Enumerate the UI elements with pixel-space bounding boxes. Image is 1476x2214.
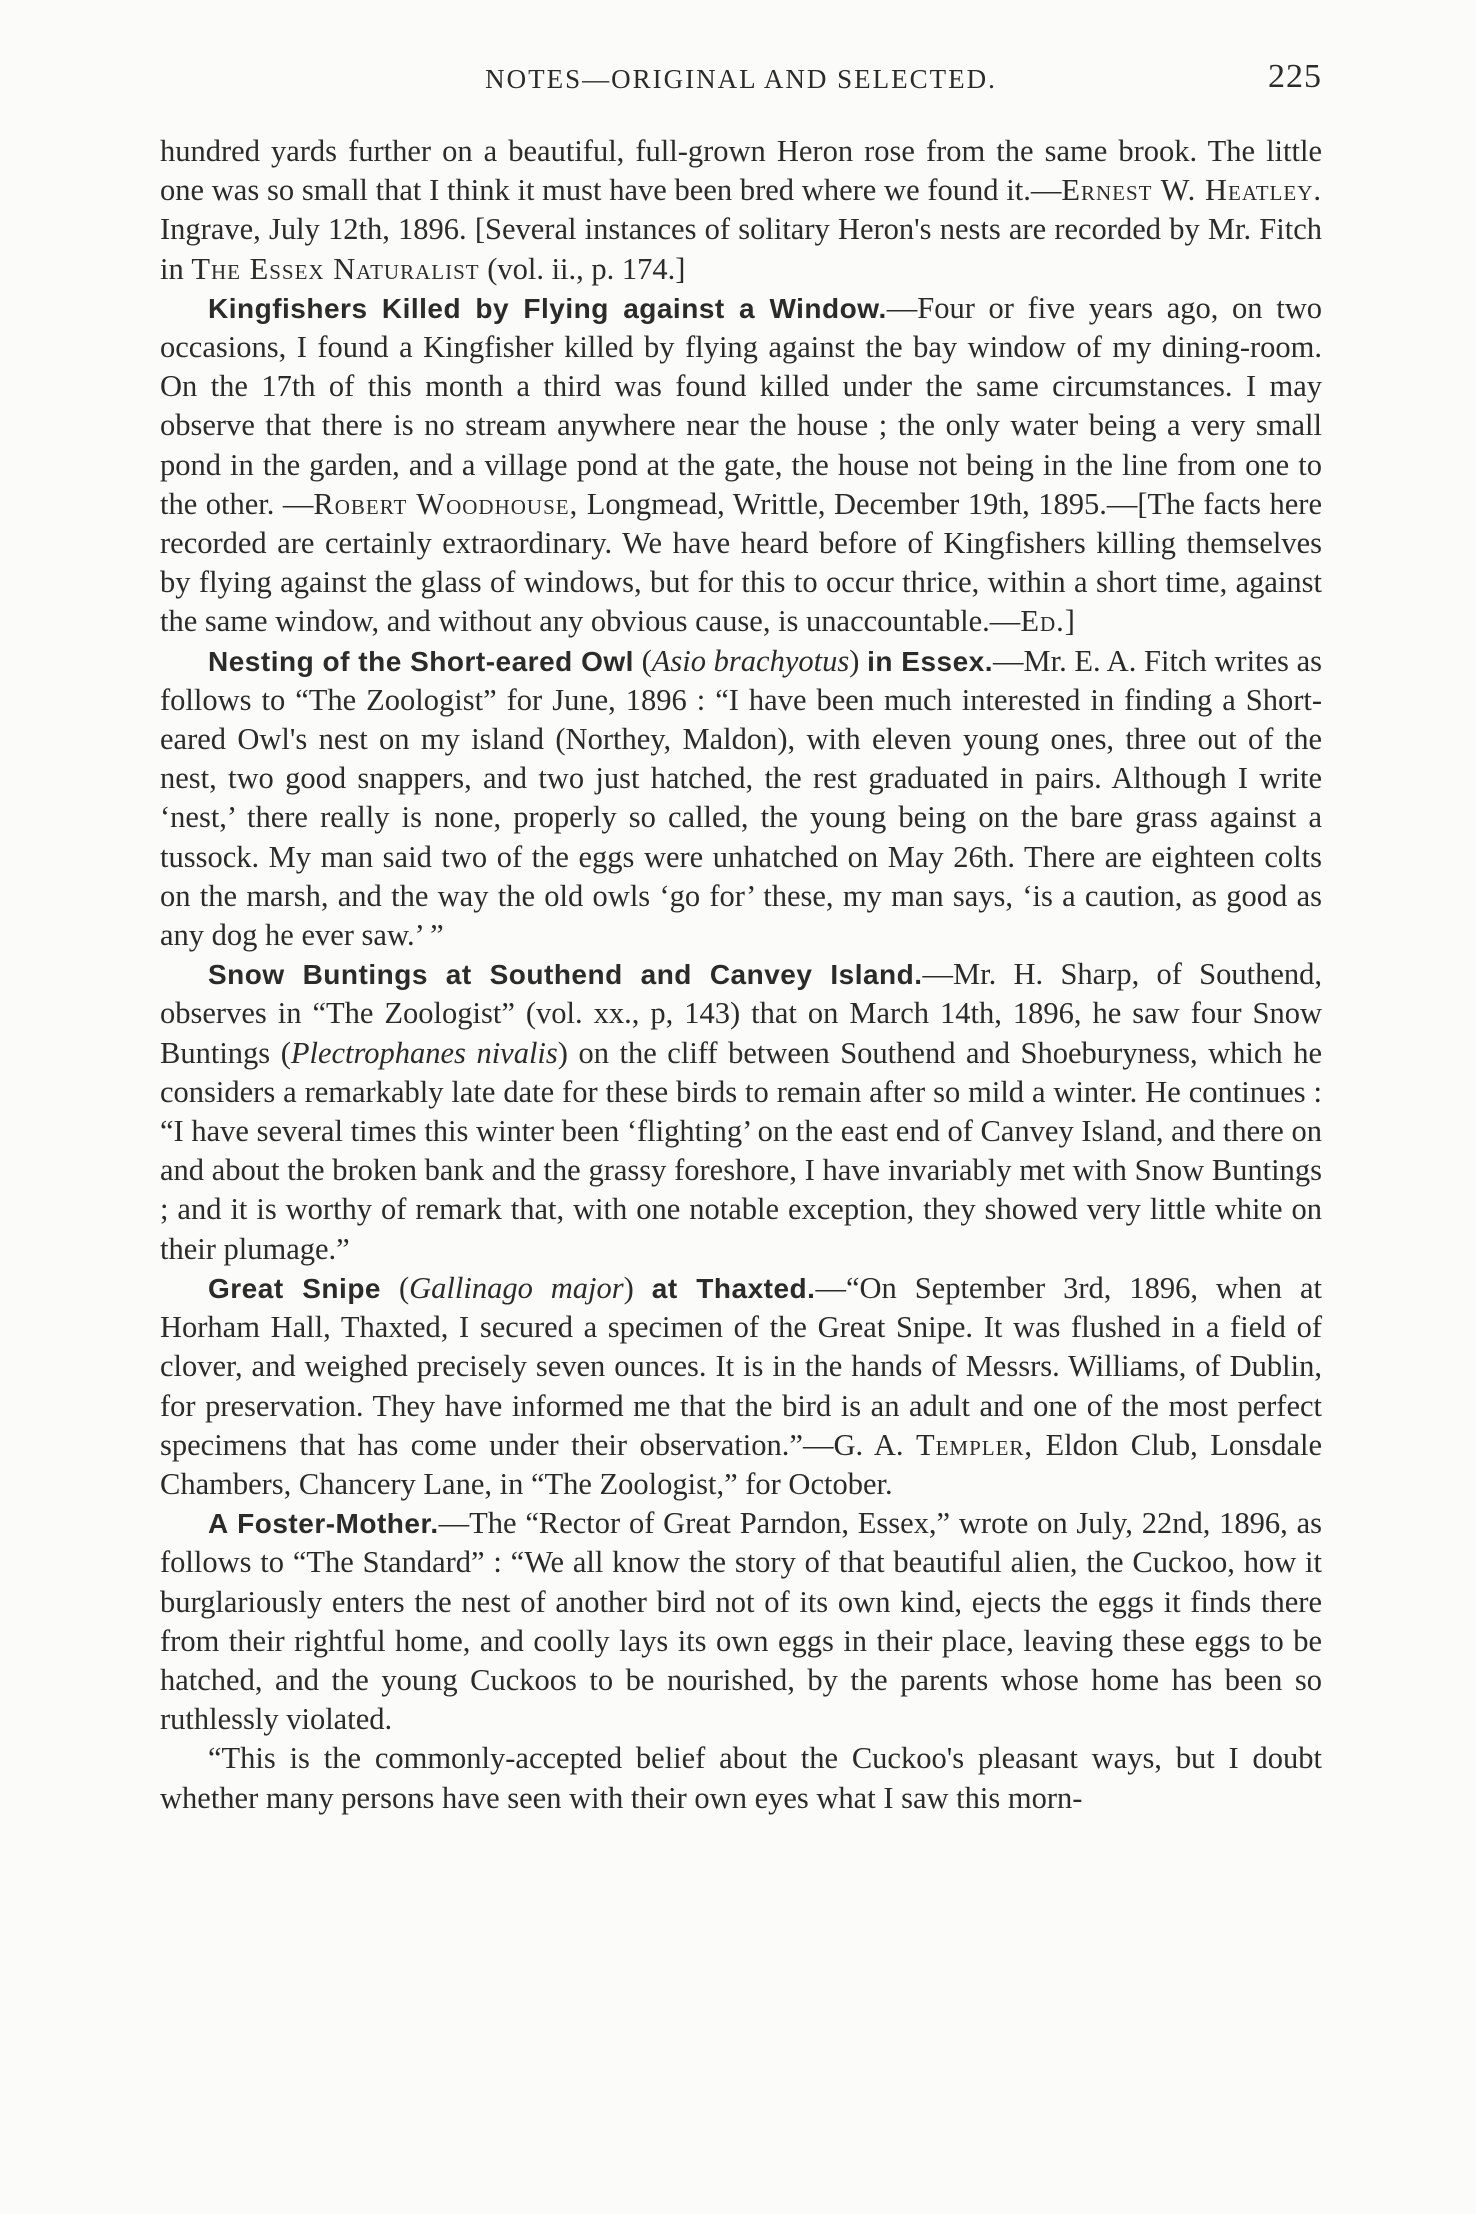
author-name: Templer, <box>915 1427 1034 1462</box>
section-heading: in Essex. <box>867 645 994 677</box>
text-run: —Mr. H. Sharp, of Southend, observes in “The Zoologist” (vol. xx., p, 143) that on March 14th, 1896, he saw four Snow Buntings <box>160 957 1322 1070</box>
text-run: —“On September 3rd, 1896, when at Horham Hall, Thaxted, I secured a specimen of the Great Snipe. It was flushed in a field of clover, and weighed precisely seven ounces. It is in the hands of Messrs. Williams, of Dublin, for preservation. They have informed me that the bird is an adult and one of the most perfect specimens that has come under their observation.”—G. A. <box>160 1270 1322 1462</box>
section-heading: Great Snipe <box>208 1272 381 1304</box>
text-run: (vol. ii., p. 174.] <box>479 251 686 286</box>
paragraph-kingfishers <box>160 289 1322 642</box>
text-run: ] <box>1064 604 1075 639</box>
journal-name: The Essex Naturalist <box>191 251 480 286</box>
running-header <box>160 58 1322 108</box>
header-title: NOTES—ORIGINAL AND SELECTED. <box>485 64 997 94</box>
text-run: on the cliff between Southend and Shoeburyness, which he considers a remarkably late date for these birds to remain after so mild a winter. He continues : “I have several times this winter been ‘flighting’ on the east end of Canvey Island, and there on and about the broken bank and the grassy foreshore, I have invariably met with Snow Buntings ; and it is worthy of remark that, with one notable exception, they showed very little white on their plumage.” <box>160 1035 1322 1266</box>
paragraph-foster-mother <box>160 1504 1322 1739</box>
latin-name: Asio brachyotus <box>651 643 850 678</box>
section-heading: Kingfishers Killed by Flying against a Window. <box>208 292 887 324</box>
paragraph-owl: Nesting of the Short-eared Owl (Asio brachyotus) in Essex.—Mr. E. A. Fitch writes as follows to “The Zoologist” for June, 1896 : “I have been much interested in finding a Short-eared Owl's nest on my island (Northey, Maldon), with eleven young ones, three out of the nest, two good snappers, and two just hatched, the rest graduated in pairs. Although I write ‘nest,’ there really is none, properly so called, the young being on the bare grass against a tussock. My man said two of the eggs were unhatched on May 26th. There are eighteen colts on the marsh, and the way the old owls ‘go for’ these, my man says, ‘is a caution, as good as any dog he ever saw.’ ” <box>160 643 1323 953</box>
text-run: —Four or five years ago, on two occasions, I found a Kingfisher killed by flying against the bay window of my dining-room. On the 17th of this month a third was found killed under the same circumstances. I may observe that there is no stream anywhere near the house ; the only water being a very small pond in the garden, and a village pond at the gate, the house not being in the line from one to the other. — <box>160 290 1322 521</box>
text-run: Eldon Club, Lonsdale Chambers, Chancery Lane, in “The Zoologist,” for October. <box>160 1427 1322 1501</box>
text-run: hundred yards further on a beautiful, full-grown Heron rose from the same brook. The little one was so small that I think it must have been bred where we found it.— <box>160 134 1322 208</box>
author-name: Robert Woodhouse, <box>313 486 579 521</box>
paragraph-cuckoo <box>160 1739 1322 1817</box>
latin-name: Gallinago major <box>409 1270 624 1305</box>
body-text <box>160 132 1322 1818</box>
text-run: Longmead, Writtle, December 19th, 1895.—[The facts here recorded are certainly extraordinary. We have heard before of Kingfishers killing themselves by flying against the glass of windows, but for this to occur thrice, within a short time, against the same window, and without any obvious cause, is unaccountable.— <box>160 486 1322 639</box>
text-run: “This is the commonly-accepted belief about the Cuckoo's pleasant ways, but I doubt whether many persons have seen with their own eyes what I saw this morn- <box>160 1741 1322 1815</box>
paragraph-great-snipe: Great Snipe (Gallinago major) at Thaxted.—“On September 3rd, 1896, when at Horham Hall, Thaxted, I secured a specimen of the Great Snipe. It was flushed in a field of clover, and weighed precisely seven ounces. It is in the hands of Messrs. Williams, of Dublin, for preservation. They have informed me that the bird is an adult and one of the most perfect specimens that has come under their observation.”—G. A. Templer, Eldon Club, Lonsdale Chambers, Chancery Lane, in “The Zoologist,” for October. <box>160 1270 1322 1501</box>
section-heading: A Foster-Mother. <box>208 1508 439 1540</box>
section-heading: Nesting of the Short-eared Owl <box>208 645 634 677</box>
latin-name: Plectrophanes nivalis <box>290 1035 558 1070</box>
section-heading: Snow Buntings at Southend and Canvey Island. <box>208 959 923 991</box>
editor-mark: Ed. <box>1020 604 1065 639</box>
paragraph-heron <box>160 132 1322 289</box>
section-heading: at Thaxted. <box>651 1272 816 1304</box>
page-number: 225 <box>1268 58 1322 95</box>
author-name: Ernest W. Heatley. <box>1061 173 1322 208</box>
text-run: —The “Rector of Great Parndon, Essex,” wrote on July, 22nd, 1896, as follows to “The Standard” : “We all know the story of that beautiful alien, the Cuckoo, how it burglariously enters the nest of another bird not of its own kind, ejects the eggs it finds there from their rightful home, and coolly lays its own eggs in their place, leaving these eggs to be hatched, and the young Cuckoos to be nourished, by the parents whose home has been so ruthlessly violated. <box>160 1506 1322 1737</box>
text-run: Ingrave, July 12th, 1896. [Several instances of solitary Heron's nests are recorded by Mr. Fitch in <box>160 212 1322 286</box>
paragraph-snow-buntings: Snow Buntings at Southend and Canvey Island.—Mr. H. Sharp, of Southend, observes in “The Zoologist” (vol. xx., p, 143) that on March 14th, 1896, he saw four Snow Buntings (Plectrophanes nivalis) on the cliff between Southend and Shoeburyness, which he considers a remarkably late date for these birds to remain after so mild a winter. He continues : “I have several times this winter been ‘flighting’ on the east end of Canvey Island, and there on and about the broken bank and the grassy foreshore, I have invariably met with Snow Buntings ; and it is worthy of remark that, with one notable exception, they showed very little white on their plumage.” <box>160 957 1322 1266</box>
text-run: —Mr. E. A. Fitch writes as follows to “The Zoologist” for June, 1896 : “I have been much interested in finding a Short-eared Owl's nest on my island (Northey, Maldon), with eleven young ones, three out of the nest, two good snappers, and two just hatched, the rest graduated in pairs. Although I write ‘nest,’ there really is none, properly so called, the young being on the bare grass against a tussock. My man said two of the eggs were unhatched on May 26th. There are eighteen colts on the marsh, and the way the old owls ‘go for’ these, my man says, ‘is a caution, as good as any dog he ever saw.’ ” <box>160 643 1323 953</box>
